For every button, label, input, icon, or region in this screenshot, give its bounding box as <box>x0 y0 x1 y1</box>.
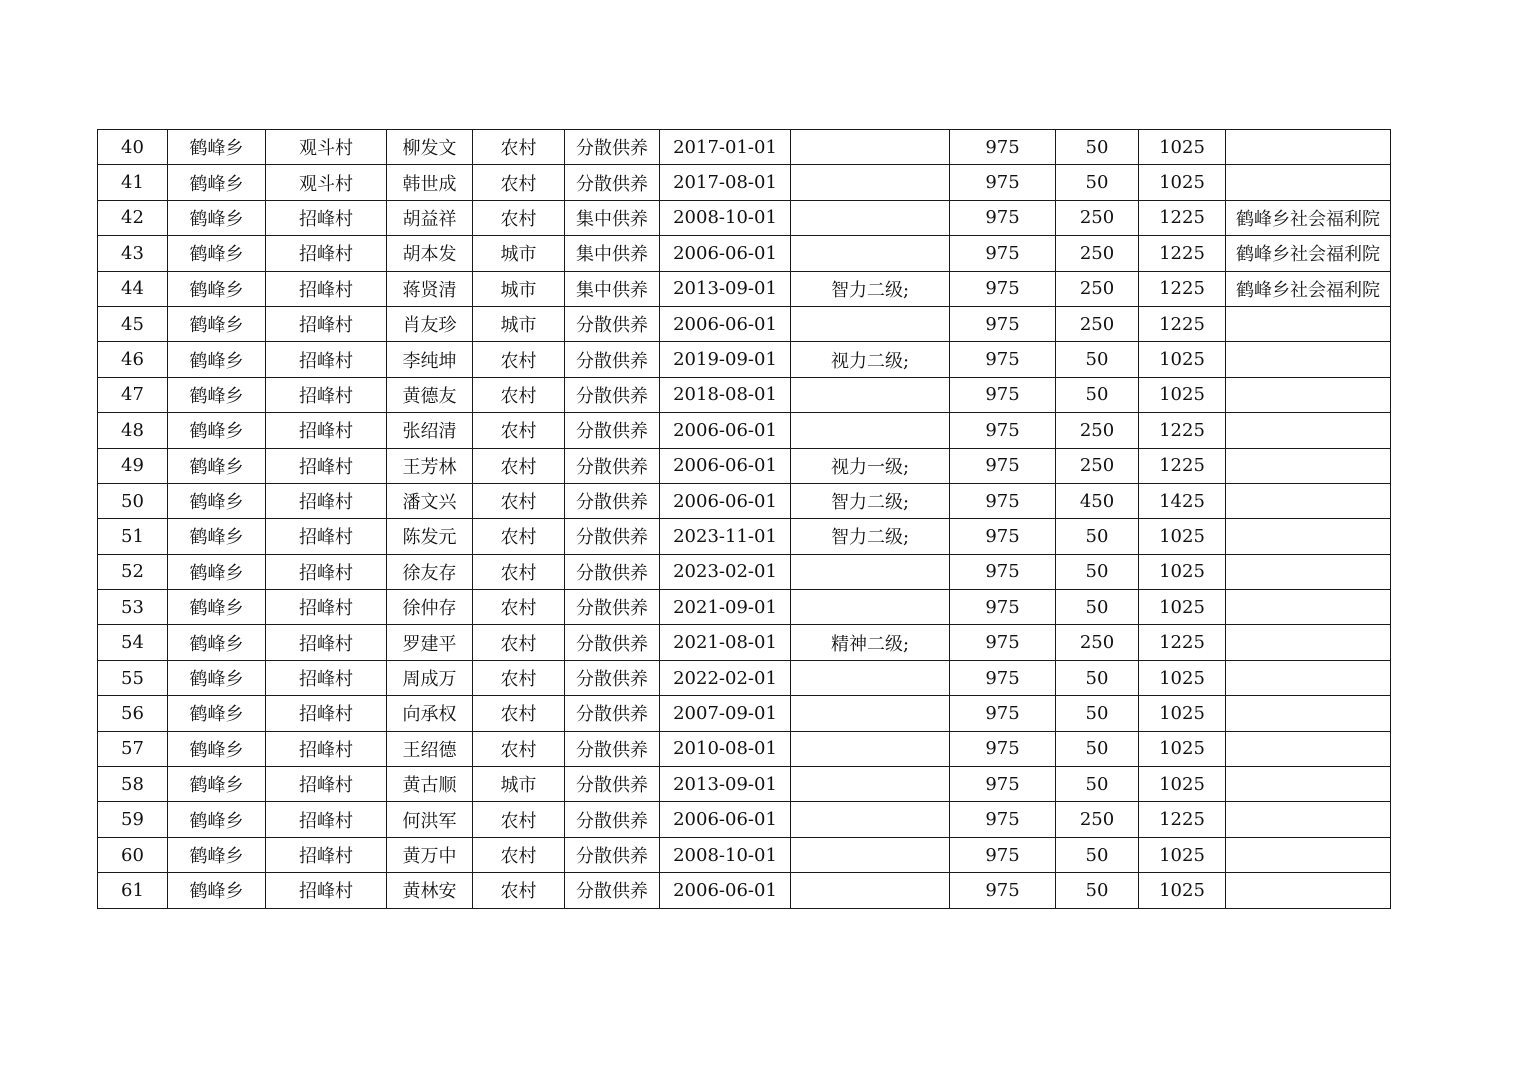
person-name-cell: 胡本发 <box>387 236 473 271</box>
table-row <box>98 590 1391 625</box>
disability-note-cell <box>791 873 950 908</box>
row-number-cell: 51 <box>98 519 168 554</box>
table-row <box>98 413 1391 448</box>
support-mode-cell: 分散供养 <box>565 837 660 872</box>
start-date-cell: 2017-01-01 <box>660 130 791 165</box>
row-number-cell: 61 <box>98 873 168 908</box>
start-date-cell: 2023-11-01 <box>660 519 791 554</box>
support-mode-cell: 分散供养 <box>565 590 660 625</box>
total-amount-cell: 1025 <box>1139 590 1226 625</box>
household-type-cell: 农村 <box>473 377 565 412</box>
row-number-cell: 42 <box>98 200 168 235</box>
allowance-amount-cell: 250 <box>1056 413 1139 448</box>
table-row <box>98 342 1391 377</box>
base-amount-cell: 975 <box>950 625 1056 660</box>
disability-note-cell: 智力二级; <box>791 483 950 518</box>
base-amount-cell: 975 <box>950 731 1056 766</box>
allowance-amount-cell: 50 <box>1056 165 1139 200</box>
total-amount-cell: 1025 <box>1139 837 1226 872</box>
township-cell: 鹤峰乡 <box>168 767 266 802</box>
total-amount-cell: 1225 <box>1139 448 1226 483</box>
household-type-cell: 农村 <box>473 448 565 483</box>
village-cell: 招峰村 <box>266 342 387 377</box>
support-mode-cell: 集中供养 <box>565 271 660 306</box>
household-type-cell: 农村 <box>473 554 565 589</box>
total-amount-cell: 1025 <box>1139 554 1226 589</box>
institution-cell <box>1226 625 1391 660</box>
person-name-cell: 何洪军 <box>387 802 473 837</box>
household-type-cell: 农村 <box>473 200 565 235</box>
support-mode-cell: 分散供养 <box>565 802 660 837</box>
allowance-amount-cell: 50 <box>1056 590 1139 625</box>
household-type-cell: 农村 <box>473 483 565 518</box>
base-amount-cell: 975 <box>950 696 1056 731</box>
start-date-cell: 2008-10-01 <box>660 837 791 872</box>
village-cell: 招峰村 <box>266 660 387 695</box>
allowance-amount-cell: 50 <box>1056 377 1139 412</box>
institution-cell <box>1226 873 1391 908</box>
township-cell: 鹤峰乡 <box>168 200 266 235</box>
total-amount-cell: 1025 <box>1139 660 1226 695</box>
start-date-cell: 2006-06-01 <box>660 236 791 271</box>
township-cell: 鹤峰乡 <box>168 271 266 306</box>
table-row <box>98 660 1391 695</box>
village-cell: 招峰村 <box>266 696 387 731</box>
table-row <box>98 625 1391 660</box>
disability-note-cell <box>791 306 950 341</box>
table-row <box>98 271 1391 306</box>
household-type-cell: 农村 <box>473 130 565 165</box>
support-mode-cell: 分散供养 <box>565 767 660 802</box>
person-name-cell: 张绍清 <box>387 413 473 448</box>
allowance-amount-cell: 250 <box>1056 448 1139 483</box>
disability-note-cell: 智力二级; <box>791 271 950 306</box>
village-cell: 招峰村 <box>266 837 387 872</box>
base-amount-cell: 975 <box>950 448 1056 483</box>
start-date-cell: 2019-09-01 <box>660 342 791 377</box>
start-date-cell: 2007-09-01 <box>660 696 791 731</box>
support-mode-cell: 分散供养 <box>565 731 660 766</box>
support-mode-cell: 分散供养 <box>565 873 660 908</box>
start-date-cell: 2023-02-01 <box>660 554 791 589</box>
institution-cell <box>1226 448 1391 483</box>
base-amount-cell: 975 <box>950 200 1056 235</box>
village-cell: 招峰村 <box>266 413 387 448</box>
start-date-cell: 2006-06-01 <box>660 802 791 837</box>
support-mode-cell: 分散供养 <box>565 625 660 660</box>
township-cell: 鹤峰乡 <box>168 519 266 554</box>
allowance-amount-cell: 50 <box>1056 660 1139 695</box>
table-row <box>98 731 1391 766</box>
institution-cell <box>1226 130 1391 165</box>
support-mode-cell: 分散供养 <box>565 554 660 589</box>
base-amount-cell: 975 <box>950 413 1056 448</box>
recipient-table <box>97 129 1391 909</box>
household-type-cell: 农村 <box>473 873 565 908</box>
household-type-cell: 农村 <box>473 590 565 625</box>
village-cell: 招峰村 <box>266 519 387 554</box>
institution-cell <box>1226 413 1391 448</box>
row-number-cell: 56 <box>98 696 168 731</box>
base-amount-cell: 975 <box>950 590 1056 625</box>
household-type-cell: 城市 <box>473 236 565 271</box>
row-number-cell: 47 <box>98 377 168 412</box>
township-cell: 鹤峰乡 <box>168 554 266 589</box>
institution-cell <box>1226 837 1391 872</box>
table-row <box>98 236 1391 271</box>
start-date-cell: 2021-09-01 <box>660 590 791 625</box>
township-cell: 鹤峰乡 <box>168 731 266 766</box>
household-type-cell: 城市 <box>473 271 565 306</box>
allowance-amount-cell: 250 <box>1056 200 1139 235</box>
total-amount-cell: 1225 <box>1139 236 1226 271</box>
institution-cell <box>1226 554 1391 589</box>
allowance-amount-cell: 250 <box>1056 802 1139 837</box>
start-date-cell: 2006-06-01 <box>660 483 791 518</box>
base-amount-cell: 975 <box>950 130 1056 165</box>
township-cell: 鹤峰乡 <box>168 448 266 483</box>
table-row <box>98 448 1391 483</box>
total-amount-cell: 1025 <box>1139 731 1226 766</box>
township-cell: 鹤峰乡 <box>168 873 266 908</box>
institution-cell <box>1226 483 1391 518</box>
village-cell: 招峰村 <box>266 731 387 766</box>
person-name-cell: 胡益祥 <box>387 200 473 235</box>
disability-note-cell <box>791 802 950 837</box>
person-name-cell: 柳发文 <box>387 130 473 165</box>
township-cell: 鹤峰乡 <box>168 306 266 341</box>
disability-note-cell: 智力二级; <box>791 519 950 554</box>
support-mode-cell: 集中供养 <box>565 200 660 235</box>
allowance-amount-cell: 250 <box>1056 306 1139 341</box>
allowance-amount-cell: 50 <box>1056 130 1139 165</box>
disability-note-cell <box>791 731 950 766</box>
township-cell: 鹤峰乡 <box>168 236 266 271</box>
village-cell: 招峰村 <box>266 200 387 235</box>
total-amount-cell: 1225 <box>1139 802 1226 837</box>
household-type-cell: 农村 <box>473 519 565 554</box>
village-cell: 观斗村 <box>266 130 387 165</box>
table-row <box>98 377 1391 412</box>
base-amount-cell: 975 <box>950 165 1056 200</box>
disability-note-cell <box>791 590 950 625</box>
allowance-amount-cell: 50 <box>1056 554 1139 589</box>
person-name-cell: 徐仲存 <box>387 590 473 625</box>
disability-note-cell: 精神二级; <box>791 625 950 660</box>
base-amount-cell: 975 <box>950 236 1056 271</box>
base-amount-cell: 975 <box>950 767 1056 802</box>
disability-note-cell <box>791 554 950 589</box>
row-number-cell: 43 <box>98 236 168 271</box>
support-mode-cell: 分散供养 <box>565 377 660 412</box>
disability-note-cell <box>791 696 950 731</box>
total-amount-cell: 1025 <box>1139 130 1226 165</box>
support-mode-cell: 分散供养 <box>565 519 660 554</box>
person-name-cell: 向承权 <box>387 696 473 731</box>
support-mode-cell: 分散供养 <box>565 696 660 731</box>
institution-cell <box>1226 306 1391 341</box>
person-name-cell: 黄德友 <box>387 377 473 412</box>
household-type-cell: 农村 <box>473 731 565 766</box>
total-amount-cell: 1025 <box>1139 377 1226 412</box>
row-number-cell: 48 <box>98 413 168 448</box>
village-cell: 招峰村 <box>266 483 387 518</box>
disability-note-cell <box>791 767 950 802</box>
row-number-cell: 59 <box>98 802 168 837</box>
person-name-cell: 徐友存 <box>387 554 473 589</box>
allowance-amount-cell: 250 <box>1056 625 1139 660</box>
village-cell: 观斗村 <box>266 165 387 200</box>
table-row <box>98 554 1391 589</box>
person-name-cell: 黄林安 <box>387 873 473 908</box>
township-cell: 鹤峰乡 <box>168 342 266 377</box>
base-amount-cell: 975 <box>950 342 1056 377</box>
base-amount-cell: 975 <box>950 802 1056 837</box>
allowance-amount-cell: 50 <box>1056 519 1139 554</box>
table-row <box>98 519 1391 554</box>
institution-cell <box>1226 377 1391 412</box>
start-date-cell: 2013-09-01 <box>660 271 791 306</box>
township-cell: 鹤峰乡 <box>168 590 266 625</box>
village-cell: 招峰村 <box>266 767 387 802</box>
allowance-amount-cell: 50 <box>1056 731 1139 766</box>
household-type-cell: 城市 <box>473 306 565 341</box>
person-name-cell: 王芳林 <box>387 448 473 483</box>
start-date-cell: 2022-02-01 <box>660 660 791 695</box>
support-mode-cell: 集中供养 <box>565 236 660 271</box>
total-amount-cell: 1025 <box>1139 519 1226 554</box>
support-mode-cell: 分散供养 <box>565 130 660 165</box>
person-name-cell: 罗建平 <box>387 625 473 660</box>
allowance-amount-cell: 50 <box>1056 696 1139 731</box>
township-cell: 鹤峰乡 <box>168 483 266 518</box>
disability-note-cell: 视力二级; <box>791 342 950 377</box>
disability-note-cell <box>791 413 950 448</box>
allowance-amount-cell: 450 <box>1056 483 1139 518</box>
person-name-cell: 王绍德 <box>387 731 473 766</box>
total-amount-cell: 1225 <box>1139 271 1226 306</box>
village-cell: 招峰村 <box>266 590 387 625</box>
village-cell: 招峰村 <box>266 377 387 412</box>
village-cell: 招峰村 <box>266 306 387 341</box>
table-row <box>98 483 1391 518</box>
base-amount-cell: 975 <box>950 271 1056 306</box>
disability-note-cell: 视力一级; <box>791 448 950 483</box>
row-number-cell: 58 <box>98 767 168 802</box>
township-cell: 鹤峰乡 <box>168 377 266 412</box>
base-amount-cell: 975 <box>950 377 1056 412</box>
institution-cell <box>1226 696 1391 731</box>
support-mode-cell: 分散供养 <box>565 342 660 377</box>
disability-note-cell <box>791 236 950 271</box>
support-mode-cell: 分散供养 <box>565 165 660 200</box>
start-date-cell: 2021-08-01 <box>660 625 791 660</box>
table-row <box>98 837 1391 872</box>
household-type-cell: 农村 <box>473 165 565 200</box>
table-row <box>98 802 1391 837</box>
village-cell: 招峰村 <box>266 873 387 908</box>
disability-note-cell <box>791 660 950 695</box>
total-amount-cell: 1225 <box>1139 306 1226 341</box>
allowance-amount-cell: 50 <box>1056 342 1139 377</box>
village-cell: 招峰村 <box>266 448 387 483</box>
table-row <box>98 306 1391 341</box>
row-number-cell: 57 <box>98 731 168 766</box>
base-amount-cell: 975 <box>950 483 1056 518</box>
start-date-cell: 2006-06-01 <box>660 306 791 341</box>
household-type-cell: 农村 <box>473 802 565 837</box>
total-amount-cell: 1025 <box>1139 767 1226 802</box>
institution-cell <box>1226 802 1391 837</box>
table-body <box>98 130 1391 909</box>
township-cell: 鹤峰乡 <box>168 413 266 448</box>
disability-note-cell <box>791 165 950 200</box>
base-amount-cell: 975 <box>950 306 1056 341</box>
row-number-cell: 55 <box>98 660 168 695</box>
person-name-cell: 周成万 <box>387 660 473 695</box>
township-cell: 鹤峰乡 <box>168 696 266 731</box>
household-type-cell: 城市 <box>473 767 565 802</box>
institution-cell <box>1226 731 1391 766</box>
row-number-cell: 49 <box>98 448 168 483</box>
start-date-cell: 2006-06-01 <box>660 448 791 483</box>
disability-note-cell <box>791 130 950 165</box>
start-date-cell: 2006-06-01 <box>660 873 791 908</box>
support-mode-cell: 分散供养 <box>565 306 660 341</box>
village-cell: 招峰村 <box>266 802 387 837</box>
institution-cell <box>1226 660 1391 695</box>
allowance-amount-cell: 50 <box>1056 767 1139 802</box>
disability-note-cell <box>791 200 950 235</box>
table-row <box>98 873 1391 908</box>
person-name-cell: 黄古顺 <box>387 767 473 802</box>
table-row <box>98 767 1391 802</box>
household-type-cell: 农村 <box>473 837 565 872</box>
household-type-cell: 农村 <box>473 413 565 448</box>
village-cell: 招峰村 <box>266 236 387 271</box>
village-cell: 招峰村 <box>266 271 387 306</box>
total-amount-cell: 1225 <box>1139 413 1226 448</box>
support-mode-cell: 分散供养 <box>565 483 660 518</box>
institution-cell: 鹤峰乡社会福利院 <box>1226 236 1391 271</box>
household-type-cell: 农村 <box>473 660 565 695</box>
total-amount-cell: 1025 <box>1139 165 1226 200</box>
township-cell: 鹤峰乡 <box>168 660 266 695</box>
township-cell: 鹤峰乡 <box>168 837 266 872</box>
total-amount-cell: 1025 <box>1139 696 1226 731</box>
start-date-cell: 2013-09-01 <box>660 767 791 802</box>
person-name-cell: 黄万中 <box>387 837 473 872</box>
base-amount-cell: 975 <box>950 554 1056 589</box>
base-amount-cell: 975 <box>950 519 1056 554</box>
table-row <box>98 130 1391 165</box>
start-date-cell: 2010-08-01 <box>660 731 791 766</box>
table-row <box>98 200 1391 235</box>
row-number-cell: 41 <box>98 165 168 200</box>
person-name-cell: 潘文兴 <box>387 483 473 518</box>
person-name-cell: 蒋贤清 <box>387 271 473 306</box>
disability-note-cell <box>791 377 950 412</box>
row-number-cell: 60 <box>98 837 168 872</box>
total-amount-cell: 1225 <box>1139 200 1226 235</box>
start-date-cell: 2006-06-01 <box>660 413 791 448</box>
base-amount-cell: 975 <box>950 873 1056 908</box>
support-mode-cell: 分散供养 <box>565 413 660 448</box>
disability-note-cell <box>791 837 950 872</box>
household-type-cell: 农村 <box>473 625 565 660</box>
row-number-cell: 40 <box>98 130 168 165</box>
base-amount-cell: 975 <box>950 837 1056 872</box>
start-date-cell: 2018-08-01 <box>660 377 791 412</box>
row-number-cell: 50 <box>98 483 168 518</box>
allowance-amount-cell: 250 <box>1056 271 1139 306</box>
base-amount-cell: 975 <box>950 660 1056 695</box>
row-number-cell: 52 <box>98 554 168 589</box>
institution-cell <box>1226 590 1391 625</box>
institution-cell: 鹤峰乡社会福利院 <box>1226 271 1391 306</box>
total-amount-cell: 1025 <box>1139 873 1226 908</box>
township-cell: 鹤峰乡 <box>168 625 266 660</box>
allowance-amount-cell: 50 <box>1056 837 1139 872</box>
village-cell: 招峰村 <box>266 554 387 589</box>
allowance-amount-cell: 50 <box>1056 873 1139 908</box>
start-date-cell: 2017-08-01 <box>660 165 791 200</box>
person-name-cell: 李纯坤 <box>387 342 473 377</box>
row-number-cell: 54 <box>98 625 168 660</box>
household-type-cell: 农村 <box>473 342 565 377</box>
person-name-cell: 韩世成 <box>387 165 473 200</box>
institution-cell: 鹤峰乡社会福利院 <box>1226 200 1391 235</box>
village-cell: 招峰村 <box>266 625 387 660</box>
township-cell: 鹤峰乡 <box>168 802 266 837</box>
township-cell: 鹤峰乡 <box>168 130 266 165</box>
township-cell: 鹤峰乡 <box>168 165 266 200</box>
table-row <box>98 165 1391 200</box>
start-date-cell: 2008-10-01 <box>660 200 791 235</box>
institution-cell <box>1226 767 1391 802</box>
total-amount-cell: 1025 <box>1139 342 1226 377</box>
row-number-cell: 44 <box>98 271 168 306</box>
row-number-cell: 46 <box>98 342 168 377</box>
support-mode-cell: 分散供养 <box>565 660 660 695</box>
allowance-amount-cell: 250 <box>1056 236 1139 271</box>
institution-cell <box>1226 165 1391 200</box>
row-number-cell: 53 <box>98 590 168 625</box>
institution-cell <box>1226 342 1391 377</box>
total-amount-cell: 1425 <box>1139 483 1226 518</box>
person-name-cell: 肖友珍 <box>387 306 473 341</box>
support-mode-cell: 分散供养 <box>565 448 660 483</box>
total-amount-cell: 1225 <box>1139 625 1226 660</box>
table-row <box>98 696 1391 731</box>
institution-cell <box>1226 519 1391 554</box>
household-type-cell: 农村 <box>473 696 565 731</box>
row-number-cell: 45 <box>98 306 168 341</box>
person-name-cell: 陈发元 <box>387 519 473 554</box>
